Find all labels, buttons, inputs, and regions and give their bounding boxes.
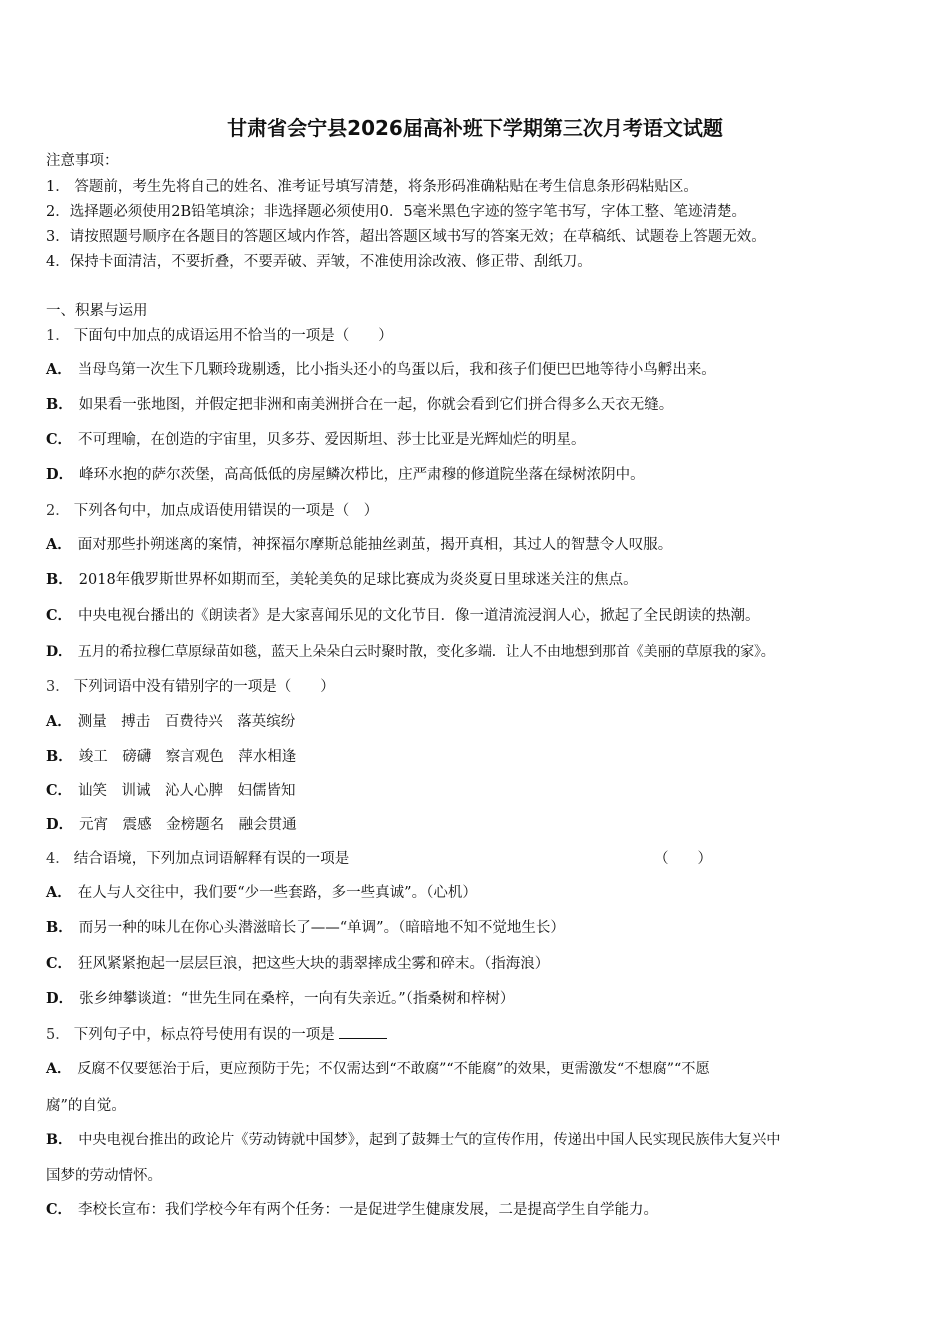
question-text: 下列词语中没有错别字的一项是（ ） — [73, 679, 335, 695]
note-item: 4．保持卡面清洁，不要折叠，不要弄破、弄皱，不准使用涂改液、修正带、刮纸刀。 — [46, 254, 592, 270]
option-text: 中央电视台播出的《朗读者》是大家喜闻乐见的文化节目．像一道清流浸润人心，掀起了全民朗读的热潮。 — [78, 608, 760, 624]
option-label: B． — [46, 748, 73, 765]
option-a — [46, 361, 716, 379]
exam-title: 甘肃省会宁县2026届高补班下学期第三次月考语文试题 — [227, 116, 723, 140]
question-number: 1． — [46, 328, 70, 344]
question-number: 4． — [46, 851, 70, 867]
option-label: A． — [46, 361, 72, 378]
option-text: 而另一种的味儿在你心头潜滋暗长了——“单调”。（暗暗地不知不觉地生长） — [78, 920, 565, 936]
option-b — [46, 919, 565, 937]
option-text: 当母鸟第一次生下几颗玲珑剔透，比小指头还小的鸟蛋以后，我和孩子们便巴巴地等待小鸟孵出来。 — [77, 362, 716, 378]
option-label: D． — [46, 816, 74, 833]
option-label: A． — [46, 1061, 72, 1077]
option-b — [46, 396, 673, 414]
option-text: 2018年俄罗斯世界杯如期而至，美轮美奂的足球比赛成为炎炎夏日里球迷关注的焦点。 — [78, 572, 638, 588]
option-label: D． — [46, 644, 72, 660]
question-3-stem — [46, 678, 335, 696]
option-d — [46, 643, 775, 661]
option-text: 测量 搏击 百费待兴 落英缤纷 — [77, 714, 296, 730]
option-label: C． — [46, 782, 73, 799]
section-heading: 一、积累与运用 — [46, 303, 148, 319]
note-item: 3．请按照题号顺序在各题目的答题区域内作答，超出答题区域书写的答案无效；在草稿纸、试题卷上答题无效。 — [46, 229, 766, 245]
option-text: 峰环水抱的萨尔茨堡，高高低低的房屋鳞次栉比，庄严肃穆的修道院坐落在绿树浓阴中。 — [79, 467, 645, 483]
option-label: B． — [46, 1132, 73, 1148]
question-text: 下面句中加点的成语运用不恰当的一项是（ ） — [73, 328, 393, 344]
question-1-stem — [46, 327, 393, 345]
question-number: 2． — [46, 503, 70, 519]
note-item: 2．选择题必须使用2B铅笔填涂；非选择题必须使用0．5毫米黑色字迹的签字笔书写，字体工整、笔迹清楚。 — [46, 204, 747, 220]
option-text: 不可理喻，在创造的宇宙里，贝多芬、爱因斯坦、莎士比亚是光辉灿烂的明星。 — [78, 432, 586, 448]
option-b-continued: 国梦的劳动情怀。 — [46, 1168, 162, 1184]
note-item: 1． 答题前，考生先将自己的姓名、准考证号填写清楚，将条形码准确粘贴在考生信息条形码粘贴区。 — [46, 179, 698, 195]
option-a-continued: 腐”的自觉。 — [46, 1098, 126, 1114]
option-label: A． — [46, 884, 72, 901]
option-label: C． — [46, 431, 73, 448]
option-text: 如果看一张地图，并假定把非洲和南美洲拼合在一起，你就会看到它们拼合得多么天衣无缝。 — [78, 397, 674, 413]
question-text: 下列句子中，标点符号使用有误的一项是 — [73, 1027, 335, 1043]
question-number: 3． — [46, 679, 70, 695]
option-label: D． — [46, 990, 74, 1007]
question-4-stem — [46, 850, 349, 868]
option-d — [46, 816, 297, 834]
answer-parentheses: （ ） — [654, 851, 712, 867]
question-2-stem — [46, 502, 378, 520]
option-b — [46, 748, 296, 766]
option-text: 讪笑 训诫 沁人心脾 妇儒皆知 — [78, 783, 296, 799]
option-b — [46, 571, 638, 589]
option-c — [46, 431, 586, 449]
option-label: C． — [46, 607, 73, 624]
option-d — [46, 466, 645, 484]
question-5-stem — [46, 1026, 387, 1044]
option-label: A． — [46, 536, 72, 553]
option-a — [46, 713, 295, 731]
option-text: 面对那些扑朔迷离的案情，神探福尔摩斯总能抽丝剥茧，揭开真相，其过人的智慧令人叹服。 — [77, 537, 673, 553]
option-label: C． — [46, 1201, 73, 1218]
option-text: 李校长宣布：我们学校今年有两个任务：一是促进学生健康发展，二是提高学生自学能力。 — [78, 1202, 659, 1218]
option-text: 元宵 震感 金榜题名 融会贯通 — [79, 817, 297, 833]
option-label: B． — [46, 396, 73, 413]
option-text: 狂风紧紧抱起一层层巨浪，把这些大块的翡翠摔成尘雾和碎末。（指海浪） — [78, 956, 550, 972]
option-text: 反腐不仅要惩治于后，更应预防于先；不仅需达到“不敢腐”“不能腐”的效果，更需激发“不想腐”“不愿 — [77, 1061, 710, 1077]
answer-blank — [339, 1026, 387, 1039]
question-text: 结合语境，下列加点词语解释有误的一项是 — [73, 851, 350, 867]
option-text: 中央电视台推出的政论片《劳动铸就中国梦》，起到了鼓舞士气的宣传作用，传递出中国人民实现民族伟大复兴中 — [78, 1132, 781, 1148]
option-a — [46, 884, 477, 902]
option-label: B． — [46, 571, 73, 588]
option-text: 张乡绅攀谈道：“世先生同在桑梓，一向有失亲近。”（指桑树和梓树） — [79, 991, 515, 1007]
option-c — [46, 1201, 658, 1219]
option-label: B． — [46, 919, 73, 936]
option-text: 竣工 磅礴 察言观色 萍水相逢 — [78, 749, 297, 765]
question-text: 下列各句中，加点成语使用错误的一项是（ ） — [73, 503, 379, 519]
option-c — [46, 782, 296, 800]
option-text: 在人与人交往中，我们要“少一些套路，多一些真诚”。（心机） — [77, 885, 477, 901]
question-number: 5． — [46, 1027, 70, 1043]
option-text: 五月的希拉穆仁草原绿苗如毯，蓝天上朵朵白云时聚时散，变化多端．让人不由地想到那首《美丽的草原我的家》。 — [77, 644, 775, 660]
option-b — [46, 1131, 780, 1149]
option-label: C． — [46, 955, 73, 972]
option-a — [46, 536, 672, 554]
notes-heading: 注意事项： — [46, 153, 119, 169]
option-d — [46, 990, 514, 1008]
option-c — [46, 955, 549, 973]
option-label: A． — [46, 713, 72, 730]
option-a — [46, 1060, 710, 1078]
option-label: D． — [46, 466, 74, 483]
option-c — [46, 607, 760, 625]
